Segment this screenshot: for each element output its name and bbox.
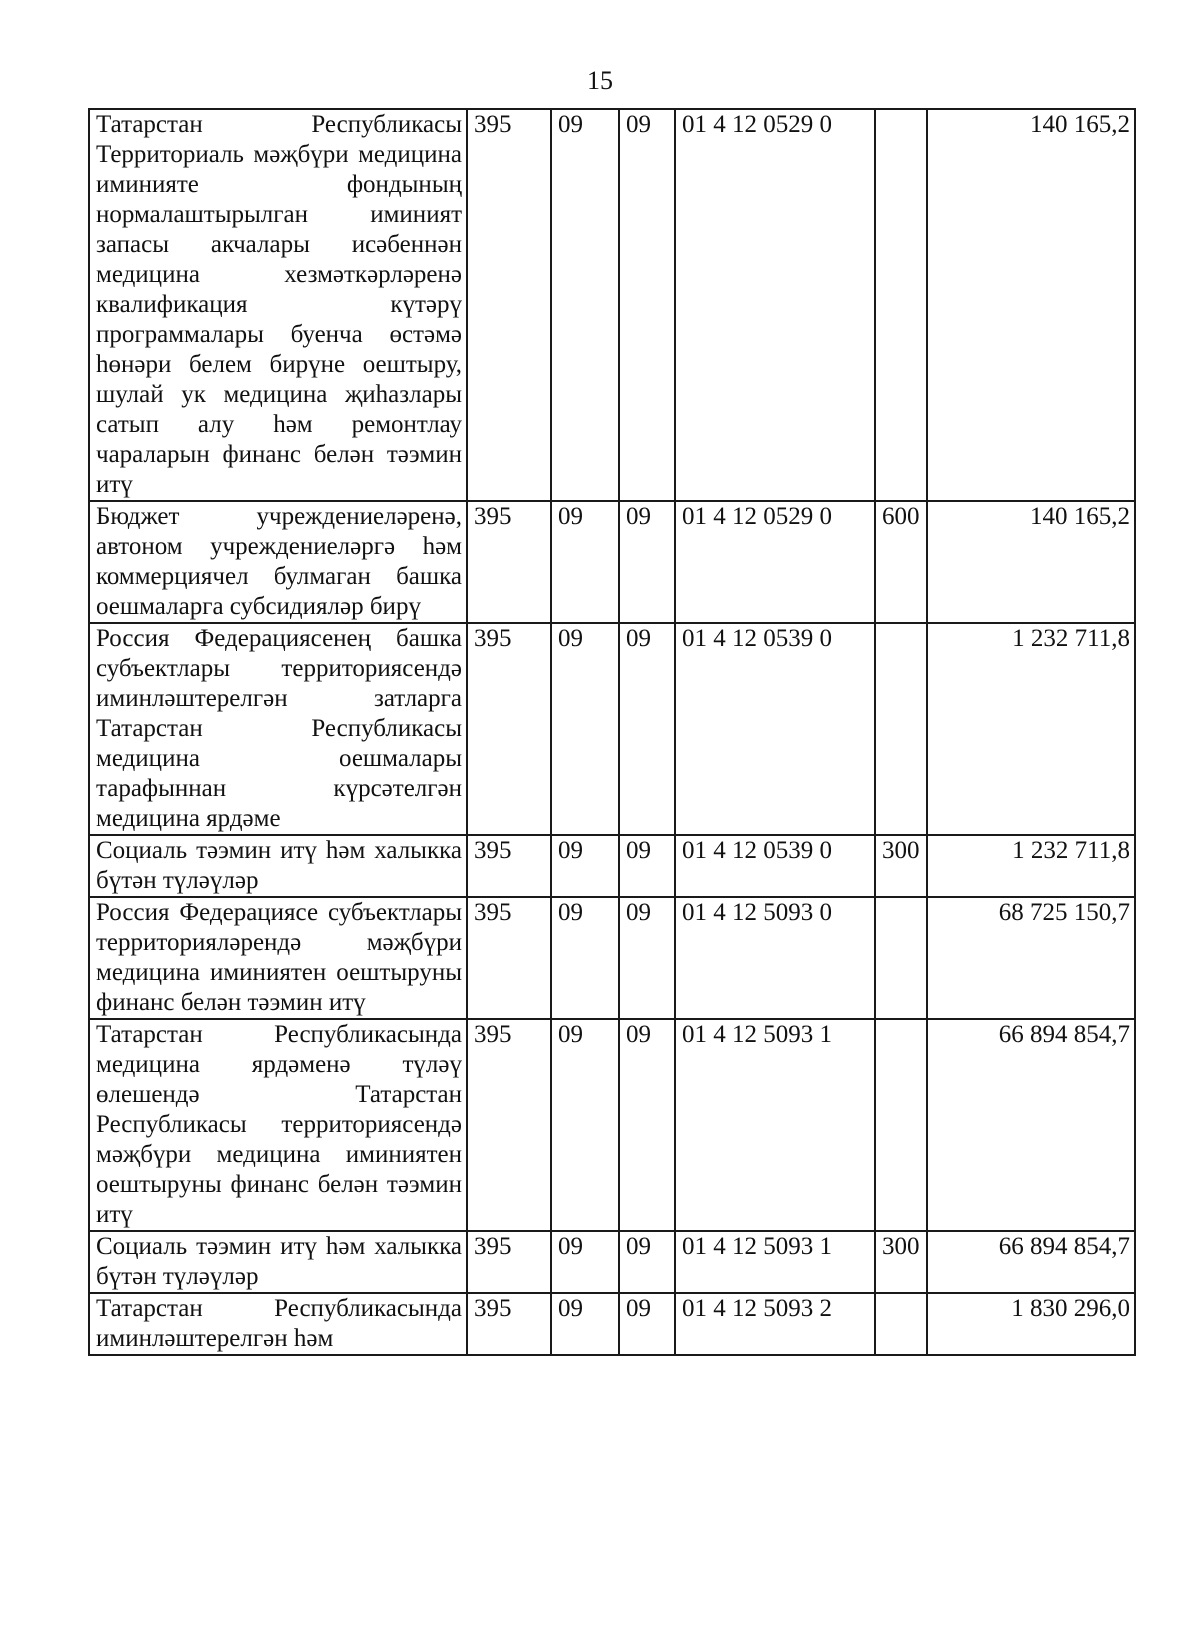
amount: 140 165,2 [927, 501, 1135, 623]
row-name: Татарстан Республикасында медицина ярдәменә түләү өлешендә Татарстан Республикасы территориясендә мәҗбүри медицина иминиятен оештыруны финанс белән тәэмин итү [89, 1019, 467, 1231]
expense-type-code [875, 109, 927, 501]
subsection-code: 09 [619, 623, 675, 835]
target-item-code: 01 4 12 5093 2 [675, 1293, 875, 1355]
table-row [89, 1231, 1135, 1293]
subsection-code: 09 [619, 1293, 675, 1355]
subsection-code: 09 [619, 1231, 675, 1293]
target-item-code: 01 4 12 5093 0 [675, 897, 875, 1019]
ministry-code: 395 [467, 1019, 551, 1231]
subsection-code: 09 [619, 835, 675, 897]
amount: 68 725 150,7 [927, 897, 1135, 1019]
ministry-code: 395 [467, 501, 551, 623]
table-row [89, 501, 1135, 623]
section-code: 09 [551, 1231, 619, 1293]
row-name: Социаль тәэмин итү һәм халыкка бүтән түләүләр [89, 835, 467, 897]
subsection-code: 09 [619, 897, 675, 1019]
section-code: 09 [551, 1293, 619, 1355]
table-row [89, 1019, 1135, 1231]
table-row [89, 897, 1135, 1019]
ministry-code: 395 [467, 623, 551, 835]
target-item-code: 01 4 12 0529 0 [675, 109, 875, 501]
page-number: 15 [587, 66, 613, 95]
target-item-code: 01 4 12 0539 0 [675, 623, 875, 835]
expense-type-code: 600 [875, 501, 927, 623]
ministry-code: 395 [467, 1231, 551, 1293]
amount: 1 830 296,0 [927, 1293, 1135, 1355]
section-code: 09 [551, 109, 619, 501]
section-code: 09 [551, 835, 619, 897]
amount: 66 894 854,7 [927, 1019, 1135, 1231]
ministry-code: 395 [467, 1293, 551, 1355]
table-row [89, 109, 1135, 501]
table-row [89, 835, 1135, 897]
table-row [89, 1293, 1135, 1355]
amount: 1 232 711,8 [927, 623, 1135, 835]
row-name: Татарстан Республикасында иминләштерелгән һәм [89, 1293, 467, 1355]
expense-type-code [875, 1019, 927, 1231]
row-name: Россия Федерациясенең башка субъектлары территориясендә иминләштерелгән затларга Татарстан Республикасы медицина оешмалары тарафыннан күрсәтелгән медицина ярдәме [89, 623, 467, 835]
subsection-code: 09 [619, 501, 675, 623]
row-name: Бюджет учреждениеләренә, автоном учреждениеләргә һәм коммерциячел булмаган башка оешмаларга субсидияләр бирү [89, 501, 467, 623]
amount: 140 165,2 [927, 109, 1135, 501]
budget-table [88, 108, 1136, 1356]
target-item-code: 01 4 12 0539 0 [675, 835, 875, 897]
target-item-code: 01 4 12 0529 0 [675, 501, 875, 623]
expense-type-code: 300 [875, 1231, 927, 1293]
ministry-code: 395 [467, 897, 551, 1019]
ministry-code: 395 [467, 109, 551, 501]
row-name: Социаль тәэмин итү һәм халыкка бүтән түләүләр [89, 1231, 467, 1293]
subsection-code: 09 [619, 109, 675, 501]
target-item-code: 01 4 12 5093 1 [675, 1019, 875, 1231]
expense-type-code [875, 623, 927, 835]
ministry-code: 395 [467, 835, 551, 897]
section-code: 09 [551, 897, 619, 1019]
table-row [89, 623, 1135, 835]
subsection-code: 09 [619, 1019, 675, 1231]
expense-type-code: 300 [875, 835, 927, 897]
section-code: 09 [551, 1019, 619, 1231]
target-item-code: 01 4 12 5093 1 [675, 1231, 875, 1293]
amount: 66 894 854,7 [927, 1231, 1135, 1293]
row-name: Татарстан Республикасы Территориаль мәҗбүри медицина иминияте фондының нормалаштырылган иминият запасы акчалары исәбеннән медицина хезмәткәрләренә квалификация күтәрү программалары буенча өстәмә һөнәри белем бирүне оештыру, шулай ук медицина җиһазлары сатып алу һәм ремонтлау чараларын финанс белән тәэмин итү [89, 109, 467, 501]
section-code: 09 [551, 501, 619, 623]
section-code: 09 [551, 623, 619, 835]
row-name: Россия Федерациясе субъектлары территорияләрендә мәҗбүри медицина иминиятен оештыруны финанс белән тәэмин итү [89, 897, 467, 1019]
expense-type-code [875, 897, 927, 1019]
amount: 1 232 711,8 [927, 835, 1135, 897]
expense-type-code [875, 1293, 927, 1355]
